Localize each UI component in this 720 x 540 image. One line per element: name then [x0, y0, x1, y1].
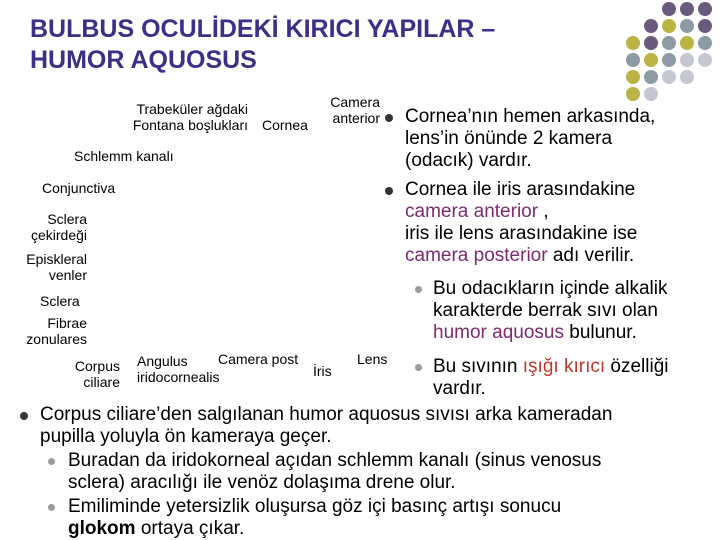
label-camera-post: Camera post — [218, 351, 299, 367]
bullet-3-sub-1: Buradan da iridokorneal açıdan schlemm kanalı (sinus venosus sclera) aracılığı ile venöz dolaşıma drene olur. — [68, 450, 602, 493]
bullet-dot — [20, 412, 28, 420]
bullet-2-sub-2: Bu sıvının ışığı kırıcı özelliği vardır. — [433, 356, 669, 399]
label-camera-anterior: Camera anterior — [330, 94, 380, 126]
sub-bullet-dot — [48, 504, 55, 511]
label-cornea: Cornea — [262, 117, 308, 133]
label-corpus-ciliare: Corpus ciliare — [74, 358, 120, 390]
label-conjunctiva: Conjunctiva — [42, 180, 116, 196]
decorative-dot-pattern — [620, 0, 720, 105]
label-iris: İris — [313, 363, 332, 379]
sub-bullet-dot — [415, 364, 422, 371]
bullet-dot — [385, 114, 393, 122]
label-episkleral-venler: Episkleral venler — [26, 251, 87, 283]
sub-bullet-dot — [48, 458, 55, 465]
bullet-3: Corpus ciliare’den salgılanan humor aquosus sıvısı arka kameradan pupilla yoluyla ön kameraya geçer. — [40, 404, 613, 447]
label-trabekuler: Trabeküler ağdaki Fontana boşlukları — [132, 101, 248, 133]
label-sclera-cekirdegi: Sclera çekirdeği — [30, 211, 87, 243]
bullet-2-sub-1: Bu odacıkların içinde alkalik karakterde berrak sıvı olan humor aquosus bulunur. — [433, 278, 668, 343]
label-lens: Lens — [357, 351, 388, 367]
title-line-1: BULBUS OCULİDEKİ KIRICI YAPILAR – — [30, 15, 496, 43]
bullet-3-sub-2: Emiliminde yetersizlik oluşursa göz içi basınç artışı sonucu glokom ortaya çıkar. — [68, 496, 562, 539]
bullet-dot — [385, 187, 393, 195]
bullet-2: Cornea ile iris arasındakine camera anterior , iris ile lens arasındakine ise camera posterior adı verilir. — [405, 179, 638, 266]
title-line-2: HUMOR AQUOSUS — [30, 46, 257, 74]
label-angulus-iridocornealis: Angulus iridocornealis — [137, 353, 220, 385]
label-fibrae-zonulares: Fibrae zonulares — [26, 315, 87, 347]
bullet-1: Cornea’nın hemen arkasında, lens’in önünde 2 kamera (odacık) vardır. — [405, 106, 656, 171]
label-schlemm-kanali: Schlemm kanalı — [74, 148, 174, 164]
label-sclera: Sclera — [40, 293, 80, 309]
page-title — [30, 14, 495, 76]
sub-bullet-dot — [415, 286, 422, 293]
